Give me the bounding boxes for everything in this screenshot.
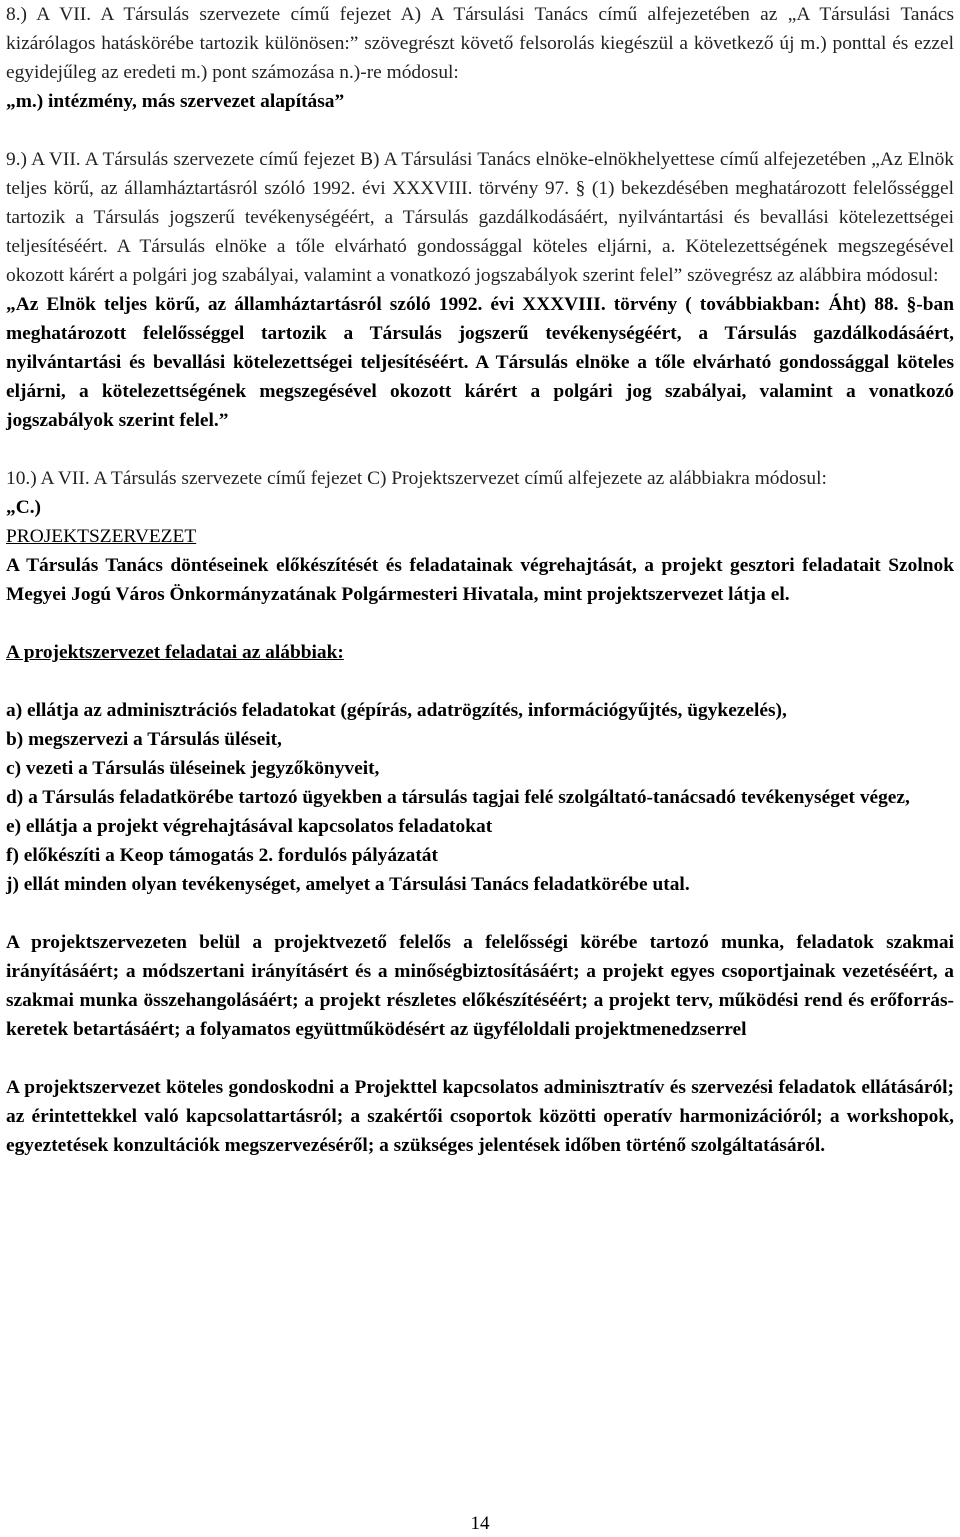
tasks-list: [6, 696, 954, 899]
section-8-intro: 8.) A VII. A Társulás szervezete című fejezet A) A Társulási Tanács című alfejezetében az „A Társulási Tanács kizárólagos hatáskörébe tartozik különösen:” szövegrészt követő felsorolás kiegészül a következő új m.) ponttal és ezzel egyidejűleg az eredeti m.) pont számozása n.)-re módosul:: [6, 4, 954, 83]
list-item: a) ellátja az adminisztrációs feladatokat (gépírás, adatrögzítés, információgyűjtés, ügykezelés),: [6, 700, 787, 721]
list-item: d) a Társulás feladatkörébe tartozó ügyekben a társulás tagjai felé szolgáltató-tanácsadó tevékenységet végez,: [6, 787, 910, 808]
section-10-intro: 10.) A VII. A Társulás szervezete című fejezet C) Projektszervezet című alfejezete az alábbiakra módosul:: [6, 468, 827, 489]
list-item: f) előkészíti a Keop támogatás 2. fordulós pályázatát: [6, 845, 438, 866]
section-10-text: A Társulás Tanács döntéseinek előkészítését és feladatainak végrehajtását, a projekt gesztori feladatait Szolnok Megyei Jogú Város Önkormányzatának Polgármesteri Hivatala, mint projektszervezet látja el.: [6, 555, 954, 605]
section-9-intro: 9.) A VII. A Társulás szervezete című fejezet B) A Társulási Tanács elnöke-elnökhelyettese című alfejezetében „Az Elnök teljes körű, az államháztartásról szóló 1992. évi XXXVIII. törvény 97. § (1) bekezdésében meghatározott felelősséggel tartozik a Társulás jogszerű tevékenységéért, a Társulás gazdálkodásáért, nyilvántartási és bevallási kötelezettségei teljesítéséért. A Társulás elnöke a tőle elvárható gondossággal köteles eljárni, a. Kötelezettségének megszegésével okozott kárért a polgári jog szabályai, valamint a vonatkozó jogszabályok szerint felel” szövegrész az alábbira módosul:: [6, 149, 954, 286]
list-item: e) ellátja a projekt végrehajtásával kapcsolatos feladatokat: [6, 816, 493, 837]
tasks-heading: A projektszervezet feladatai az alábbiak:: [6, 642, 344, 663]
page-number: 14: [470, 1513, 490, 1534]
project-manager-paragraph: A projektszervezeten belül a projektvezető felelős a felelősségi körébe tartozó munka, feladatok szakmai irányításáért; a módszertani irányításért és a minőségbiztosításáért; a projekt egyes csoportjainak vezetéséért, a szakmai munka összehangolásáért; a projekt részletes előkészítéséért; a projekt terv, működési rend és erőforrás-keretek betartásáért; a folyamatos együttműködésért az ügyféloldali projektmenedzserrel: [6, 932, 954, 1040]
section-10-heading: PROJEKTSZERVEZET: [6, 526, 197, 547]
section-9-new-text: „Az Elnök teljes körű, az államháztartásról szóló 1992. évi XXXVIII. törvény ( továbbiakban: Áht) 88. §-ban meghatározott felelősséggel tartozik a Társulás jogszerű tevékenységéért, a Társulás gazdálkodásáért, nyilvántartási és bevallási kötelezettségei teljesítéséért. A Társulás elnöke a tőle elvárható gondossággal köteles eljárni, a kötelezettségének megszegésével okozott kárért a polgári jog szabályai, valamint a vonatkozó jogszabályok szerint felel.”: [6, 294, 954, 431]
list-item: c) vezeti a Társulás üléseinek jegyzőkönyveit,: [6, 758, 380, 779]
project-organization-paragraph: A projektszervezet köteles gondoskodni a Projekttel kapcsolatos adminisztratív és szervezési feladatok ellátásáról; az érintettekkel való kapcsolattartásról; a szakértői csoportok közötti operatív harmonizációról; a workshopok, egyeztetések konzultációk megszervezéséről; a szükséges jelentések időben történő szolgáltatásáról.: [6, 1077, 954, 1156]
section-10-label: „C.): [6, 497, 42, 518]
list-item: b) megszervezi a Társulás üléseit,: [6, 729, 282, 750]
list-item: j) ellát minden olyan tevékenységet, amelyet a Társulási Tanács feladatkörébe utal.: [6, 874, 690, 895]
section-8-new-point: „m.) intézmény, más szervezet alapítása”: [6, 91, 345, 112]
document-page: [6, 0, 954, 1189]
